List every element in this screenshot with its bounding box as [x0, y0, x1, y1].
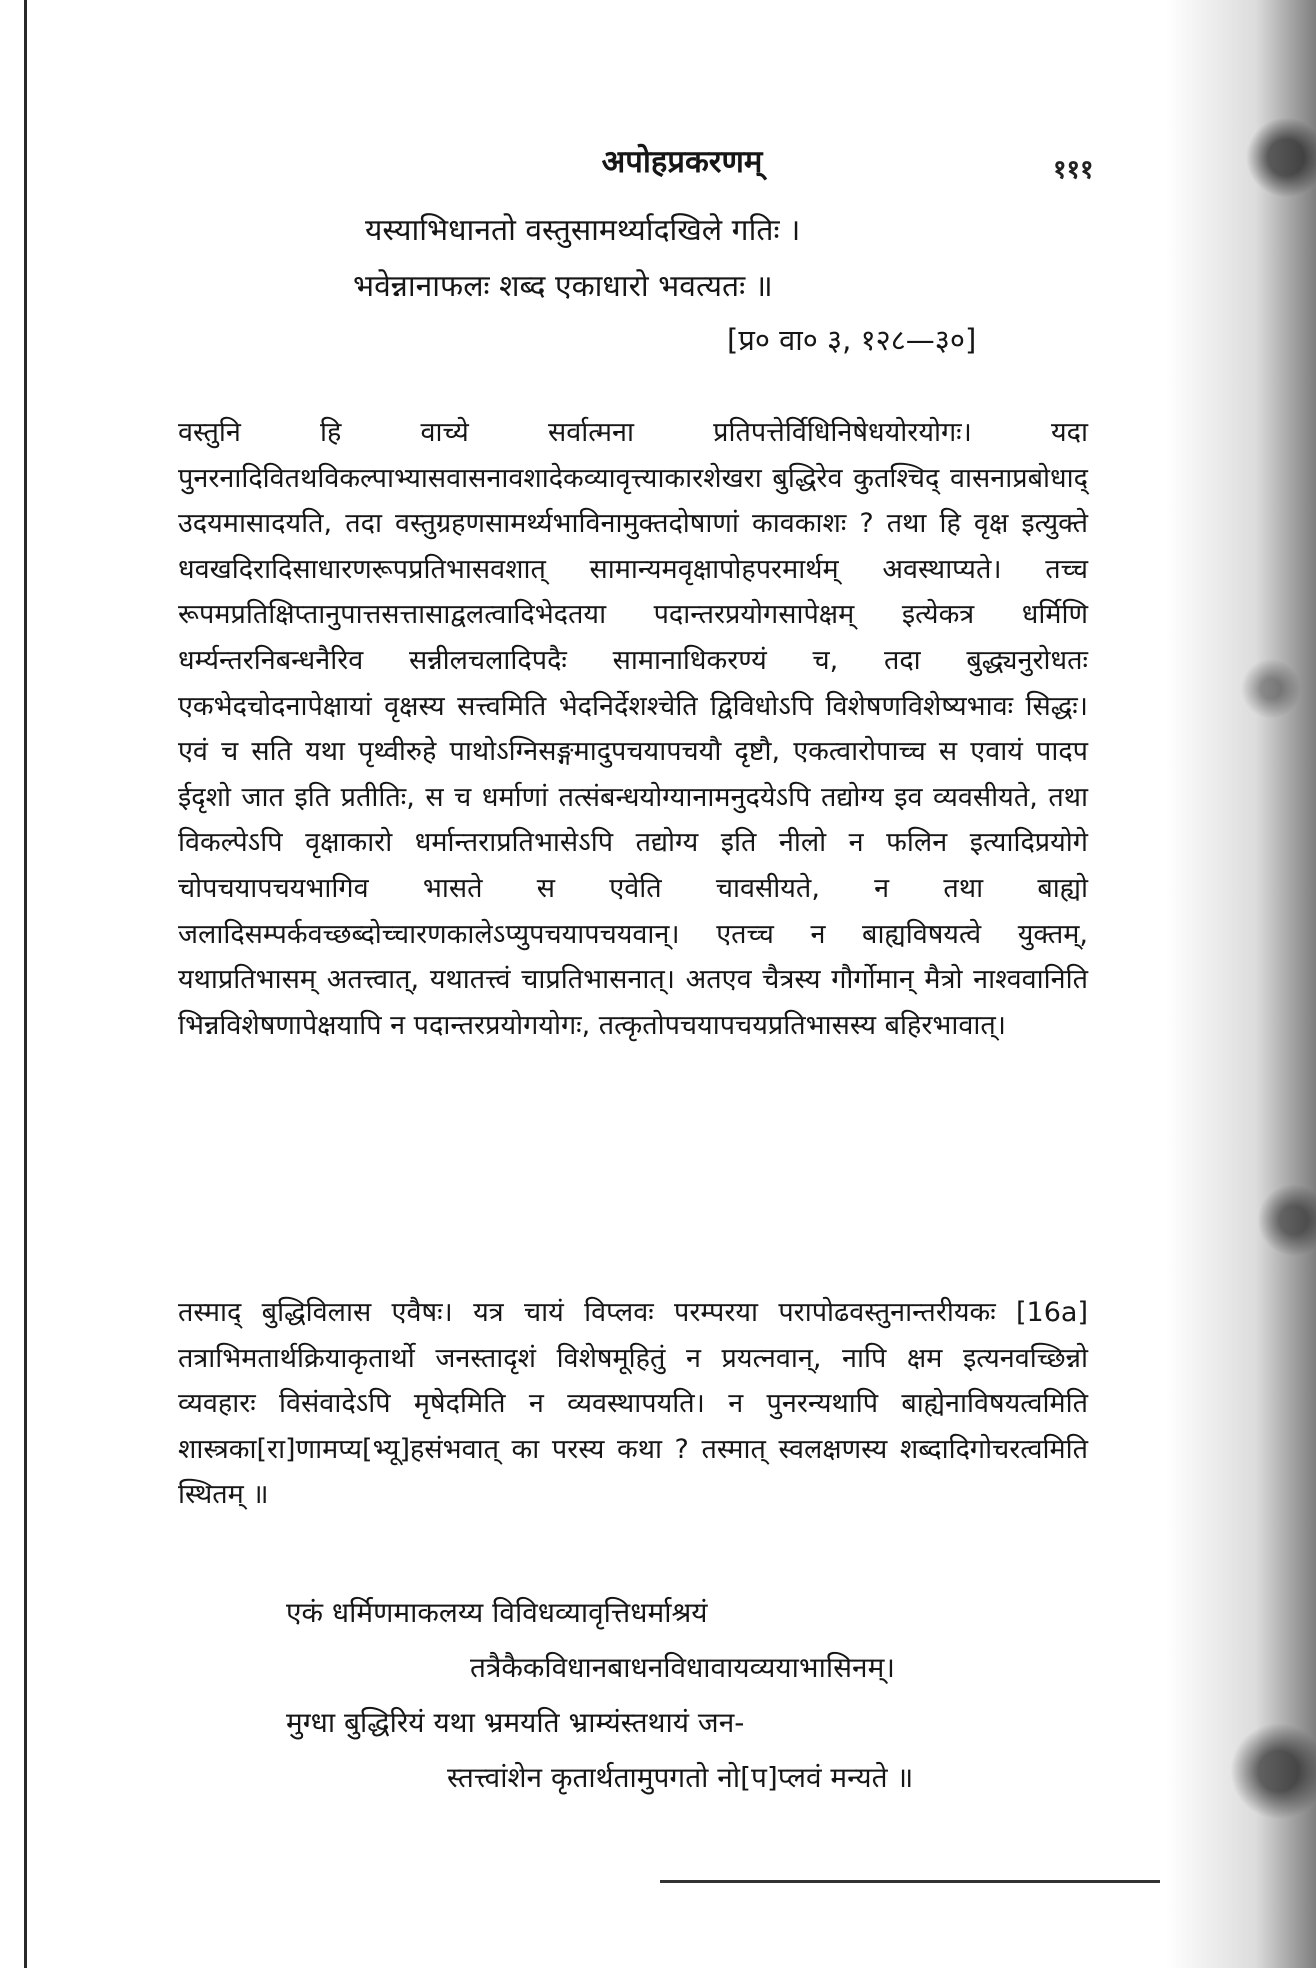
bottom-rule [660, 1880, 1160, 1883]
body-paragraph-2 [178, 1290, 1088, 1518]
paragraph-2-text: तस्माद् बुद्धिविलास एवैषः। यत्र चायं विप्लवः परम्परया परापोढवस्तुनान्तरीयकः [16a] तत्राभिमतार्थक्रियाकृतार्थो जनस्तादृशं विशेषमूहितुं न प्रयत्नवान्, नापि क्षम इत्यनवच्छिन्नो व्यवहारः विसंवादेऽपि मृषेदमिति न व्यवस्थापयति। न पुनरन्यथापि बाह्येनाविषयत्वमिति शास्त्रका[रा]णामप्य[भ्यू]हसंभवात् का परस्य कथा ? तस्मात् स्वलक्षणस्य शब्दादिगोचरत्वमिति स्थितम् ॥ [178, 1297, 1088, 1511]
scan-left-edge [24, 0, 27, 1968]
closing-verse-line-4: स्तत्त्वांशेन कृतार्थतामुपगतो नो[प]प्लवं मन्यते ॥ [447, 1761, 914, 1794]
closing-verse-line-1: एकं धर्मिणमाकलय्य विविधव्यावृत्तिधर्माश्रयं [286, 1596, 708, 1629]
paragraph-1-text: वस्तुनि हि वाच्ये सर्वात्मना प्रतिपत्तेर्विधिनिषेधयोरयोगः। यदा पुनरनादिवितथविकल्पाभ्यासवासनावशादेकव्यावृत्त्याकारशेखरा बुद्धिरेव कुतश्चिद् वासनाप्रबोधाद् उदयमासादयति, तदा वस्तुग्रहणसामर्थ्यभाविनामुक्तदोषाणां कावकाशः ? तथा हि वृक्ष इत्युक्ते धवखदिरादिसाधारणरूपप्रतिभासवशात् सामान्यमवृक्षापोहपरमार्थम् अवस्थाप्यते। तच्च रूपमप्रतिक्षिप्तानुपात्तसत्तासाद्वलत्वादिभेदतया पदान्तरप्रयोगसापेक्षम् इत्येकत्र धर्मिणि धर्म्यन्तरनिबन्धनैरिव सन्नीलचलादिपदैः सामानाधिकरण्यं च, तदा बुद्ध्यनुरोधतः एकभेदचोदनापेक्षायां वृक्षस्य सत्त्वमिति भेदनिर्देशश्चेति द्विविधोऽपि विशेषणविशेष्यभावः सिद्धः। एवं च सति यथा पृथ्वीरुहे पाथोऽग्निसङ्गमादुपचयापचयौ दृष्टौ, एकत्वारोपाच्च स एवायं पादप ईदृशो जात इति प्रतीतिः, स च धर्माणां तत्संबन्धयोग्यानामनुदयेऽपि तद्योग्य इव व्यवसीयते, तथा विकल्पेऽपि वृक्षाकारो धर्मान्तराप्रतिभासेऽपि तद्योग्य इति नीलो न फलिन इत्यादिप्रयोगे चोपचयापचयभागिव भासते स एवेति चावसीयते, न तथा बाह्यो जलादिसम्पर्कवच्छब्दोच्चारणकालेऽप्युपचयापचयवान्। एतच्च न बाह्यविषयत्वे युक्तम्, यथाप्रतिभासम् अतत्त्वात्, यथातत्त्वं चाप्रतिभासनात्। अतएव चैत्रस्य गौर्गोमान् मैत्रो नाश्ववानिति भिन्नविशेषणापेक्षयापि न पदान्तरप्रयोगयोगः, तत्कृतोपचयापचयप्रतिभासस्य बहिरभावात्। [178, 417, 1088, 1041]
page-number: १११ [1053, 155, 1094, 185]
body-paragraph-1 [178, 410, 1088, 1048]
closing-verse-line-3: मुग्धा बुद्धिरियं यथा भ्रमयति भ्राम्यंस्तथायं जन- [286, 1706, 745, 1739]
verse-line-2: भवेन्नानाफलः शब्द एकाधारो भवत्यतः ॥ [353, 269, 773, 304]
verse-line-1: यस्याभिधानतो वस्तुसामर्थ्यादखिले गतिः । [365, 213, 801, 248]
verse-reference: [प्र० वा० ३, १२८—३०] [727, 323, 977, 357]
closing-verse-line-2: तत्रैकैकविधानबाधनविधावायव्ययाभासिनम्। [470, 1651, 895, 1684]
scan-right-edge-shadow [1166, 0, 1316, 1968]
page-title: अपोहप्रकरणम् [601, 144, 763, 180]
